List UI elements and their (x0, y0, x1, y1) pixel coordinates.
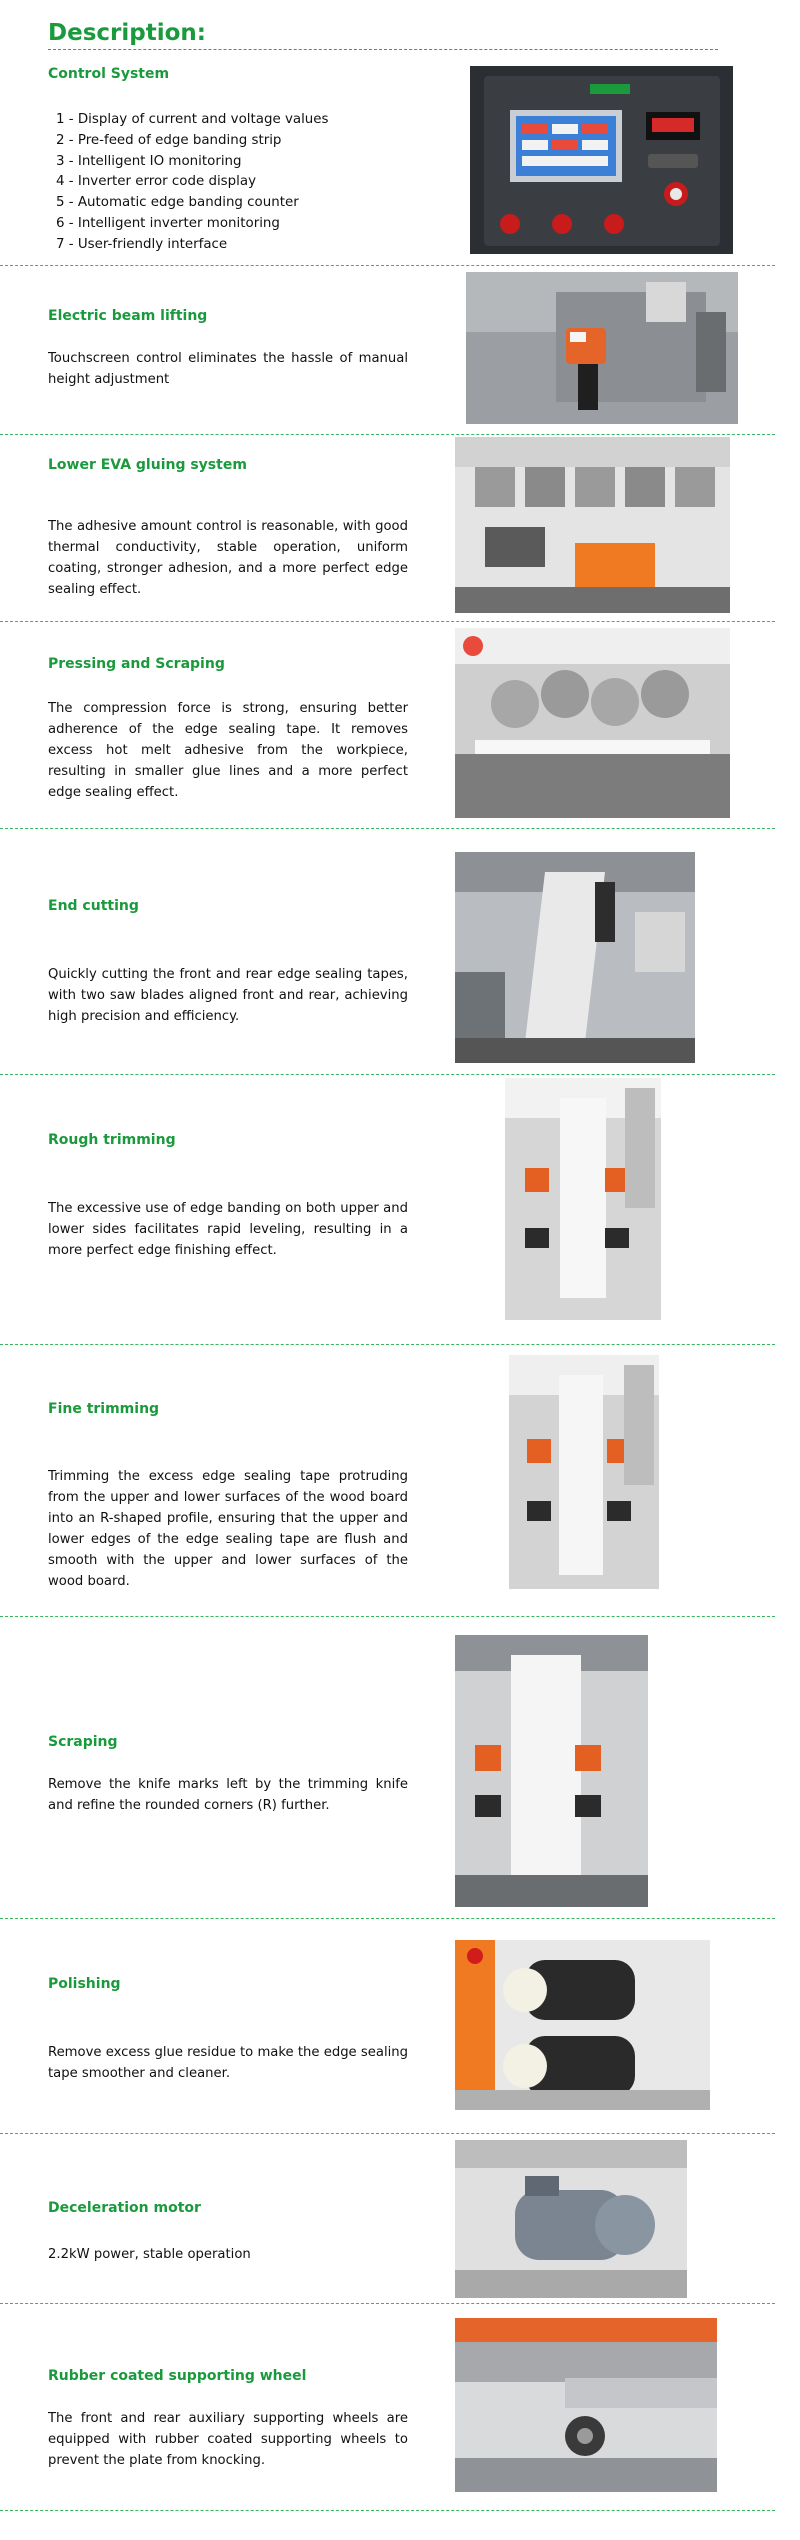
beam-lifting-photo (466, 272, 738, 424)
section-heading: Deceleration motor (48, 2200, 201, 2216)
section-description: 2.2kW power, stable operation (48, 2247, 251, 2262)
section-description: Remove the knife marks left by the trimming knife and refine the rounded corners (R) further. (48, 1777, 408, 1813)
section-divider (0, 265, 775, 266)
title-underline (48, 49, 718, 50)
list-item: 4 - Inverter error code display (56, 174, 256, 190)
rough-trimming-photo (505, 1078, 661, 1320)
section-description: The excessive use of edge banding on both upper and lower sides facilitates rapid leveling, resulting in a more perfect edge finishing effect. (48, 1201, 408, 1258)
list-item: 5 - Automatic edge banding counter (56, 195, 299, 211)
pressing-rollers-photo (455, 628, 730, 818)
section-description: Trimming the excess edge sealing tape protruding from the upper and lower surfaces of the wood board into an R-shaped profile, ensuring that the upper and lower edges of the edge sealing tape are flush and smooth with the upper and lower surfaces of the wood board. (48, 1469, 408, 1589)
scraping-photo (455, 1635, 648, 1907)
gluing-system-photo (455, 437, 730, 613)
section-description: The front and rear auxiliary supporting wheels are equipped with rubber coated supporting wheels to prevent the plate from knocking. (48, 2411, 408, 2468)
section-heading: Scraping (48, 1734, 118, 1750)
section-heading: Fine trimming (48, 1401, 160, 1417)
feature-list (56, 110, 329, 256)
control-panel-photo (470, 66, 733, 254)
section-divider (0, 1074, 775, 1075)
section-description: The adhesive amount control is reasonable, with good thermal conductivity, stable operation, uniform coating, stronger adhesion, and a more perfect edge sealing effect. (48, 519, 408, 597)
section-description: Remove excess glue residue to make the edge sealing tape smoother and cleaner. (48, 2045, 408, 2081)
list-item: 2 - Pre-feed of edge banding strip (56, 132, 282, 148)
polishing-photo (455, 1940, 710, 2110)
section-description: Touchscreen control eliminates the hassle of manual height adjustment (48, 351, 408, 387)
supporting-wheel-photo (455, 2318, 717, 2492)
list-item: 3 - Intelligent IO monitoring (56, 153, 242, 169)
section-heading: Control System (48, 66, 170, 82)
list-item: 7 - User-friendly interface (56, 236, 228, 252)
section-divider (0, 1344, 775, 1345)
section-description: Quickly cutting the front and rear edge sealing tapes, with two saw blades aligned front and rear, achieving high precision and efficiency. (48, 967, 408, 1024)
section-divider (0, 1616, 775, 1617)
fine-trimming-photo (509, 1355, 659, 1589)
section-heading: Rubber coated supporting wheel (48, 2368, 307, 2384)
section-divider (0, 2133, 775, 2134)
section-divider (0, 434, 775, 435)
section-divider (0, 621, 775, 622)
section-heading: Pressing and Scraping (48, 656, 225, 672)
section-heading: Rough trimming (48, 1132, 176, 1148)
section-heading: Electric beam lifting (48, 308, 208, 324)
section-divider (0, 2510, 775, 2511)
list-item: 1 - Display of current and voltage values (56, 112, 329, 127)
section-divider (0, 1918, 775, 1919)
section-heading: Polishing (48, 1976, 121, 1992)
section-heading: End cutting (48, 898, 139, 914)
section-divider (0, 2303, 775, 2304)
section-divider (0, 828, 775, 829)
page-title: Description: (48, 20, 206, 46)
list-item: 6 - Intelligent inverter monitoring (56, 215, 280, 231)
section-description: The compression force is strong, ensuring better adherence of the edge sealing tape. It removes excess hot melt adhesive from the workpiece, resulting in smaller glue lines and a more perfect edge sealing effect. (48, 701, 408, 800)
section-heading: Lower EVA gluing system (48, 457, 247, 473)
end-cutting-photo (455, 852, 695, 1063)
motor-photo (455, 2140, 687, 2298)
